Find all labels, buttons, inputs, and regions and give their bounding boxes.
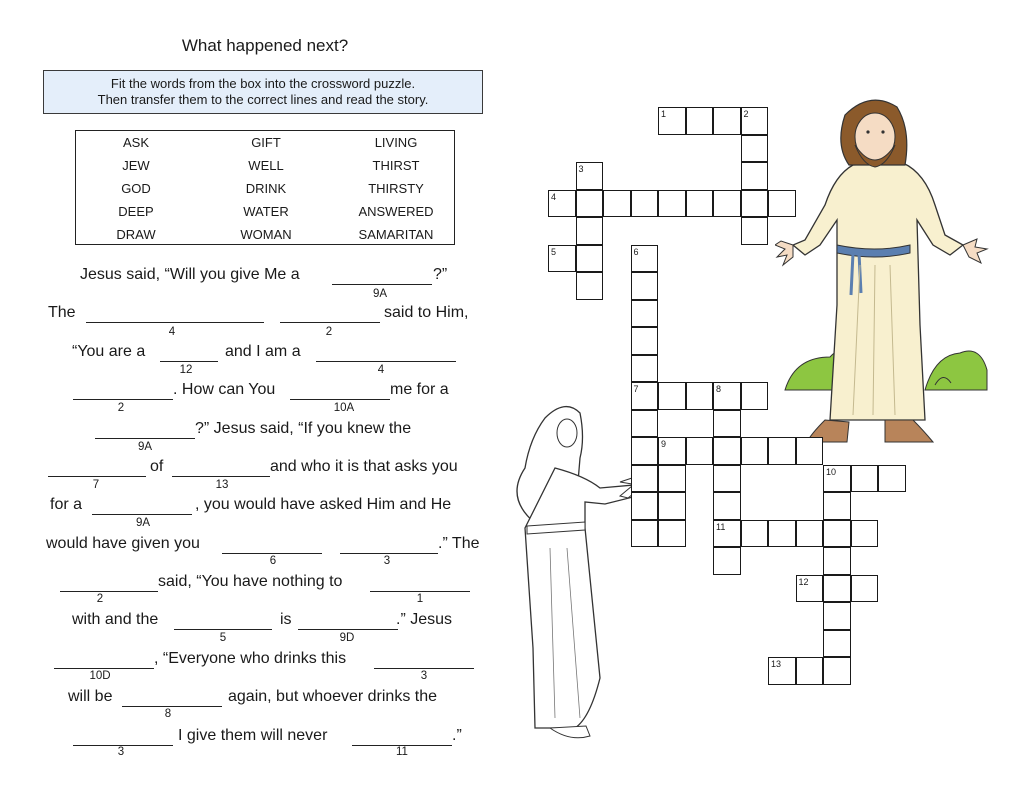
story-text: ?” — [433, 266, 448, 283]
blank-hint: 3 — [420, 670, 428, 682]
answer-blank[interactable] — [95, 438, 195, 439]
clue-number: 9 — [661, 439, 667, 449]
instruction-line: Then transfer them to the correct lines and read the story. — [97, 92, 429, 107]
clue-number: 4 — [551, 191, 557, 202]
word: LIVING — [374, 135, 418, 150]
story-text: said to Him, — [384, 304, 469, 321]
answer-blank[interactable] — [222, 553, 322, 554]
crossword-cell[interactable] — [576, 217, 604, 245]
story-text: again, but whoever drinks the — [228, 688, 438, 705]
blank-hint: 2 — [117, 402, 125, 414]
blank-hint: 9A — [137, 441, 153, 453]
story-text: .” — [452, 727, 462, 744]
story-text: me for a — [390, 381, 449, 398]
instruction-line: Fit the words from the box into the crossword puzzle. — [110, 76, 416, 91]
word: SAMARITAN — [358, 227, 434, 242]
crossword-cell[interactable] — [631, 437, 659, 465]
story-text: with and the — [72, 611, 159, 628]
word: ANSWERED — [358, 204, 434, 219]
word: DRAW — [116, 227, 156, 242]
crossword-cell[interactable] — [631, 190, 659, 218]
crossword-cell[interactable] — [851, 520, 879, 548]
word: GOD — [121, 181, 151, 196]
crossword-cell[interactable] — [603, 190, 631, 218]
crossword-cell[interactable] — [713, 465, 741, 493]
answer-blank[interactable] — [280, 322, 380, 323]
crossword-cell[interactable] — [768, 657, 796, 685]
story-text: ?” Jesus said, “If you knew the — [195, 420, 412, 437]
crossword-cell[interactable] — [658, 107, 686, 135]
crossword-cell[interactable] — [823, 657, 851, 685]
clue-number: 7 — [633, 384, 639, 394]
story-text: .” Jesus — [396, 611, 453, 628]
crossword-cell[interactable] — [631, 245, 659, 273]
crossword-cell[interactable] — [631, 300, 659, 328]
blank-hint: 11 — [396, 746, 408, 758]
crossword-cell[interactable] — [713, 547, 741, 575]
story-text: , “Everyone who drinks this — [154, 650, 347, 667]
crossword-cell[interactable] — [658, 520, 686, 548]
story-text: for a — [50, 496, 83, 513]
word: THIRSTY — [368, 181, 424, 196]
crossword-cell[interactable] — [631, 465, 659, 493]
blank-hint: 1 — [416, 593, 424, 605]
crossword-cell[interactable] — [576, 162, 604, 190]
crossword-cell[interactable] — [548, 245, 576, 273]
clue-number: 13 — [771, 659, 782, 669]
blank-hint: 4 — [377, 364, 385, 376]
crossword-cell[interactable] — [851, 465, 879, 493]
crossword-cell[interactable] — [658, 190, 686, 218]
story-text: would have given you — [46, 535, 200, 552]
crossword-cell[interactable] — [741, 107, 769, 135]
story-text: said, “You have nothing to — [158, 573, 343, 590]
blank-hint: 6 — [269, 555, 277, 567]
crossword-cell[interactable] — [741, 217, 769, 245]
answer-blank[interactable] — [73, 399, 173, 400]
crossword-cell[interactable] — [741, 162, 769, 190]
blank-hint: 5 — [219, 632, 227, 644]
answer-blank[interactable] — [332, 284, 432, 285]
answer-blank[interactable] — [340, 553, 438, 554]
crossword-cell[interactable] — [851, 575, 879, 603]
crossword-cell[interactable] — [823, 575, 851, 603]
crossword-cell[interactable] — [631, 492, 659, 520]
word: DRINK — [245, 181, 287, 196]
crossword-cell[interactable] — [686, 382, 714, 410]
answer-blank[interactable] — [370, 591, 470, 592]
answer-blank[interactable] — [48, 476, 146, 477]
blank-hint: 3 — [383, 555, 391, 567]
story-text: and I am a — [225, 343, 301, 360]
blank-hint: 8 — [164, 708, 172, 720]
crossword-cell[interactable] — [631, 520, 659, 548]
crossword-cell[interactable] — [576, 245, 604, 273]
word: WOMAN — [240, 227, 292, 242]
crossword-cell[interactable] — [713, 107, 741, 135]
clue-number: 12 — [798, 576, 809, 587]
crossword-cell[interactable] — [631, 355, 659, 383]
word: THIRST — [372, 158, 420, 173]
crossword-cell[interactable] — [713, 190, 741, 218]
answer-blank[interactable] — [316, 361, 456, 362]
story-text: will be — [68, 688, 113, 705]
answer-blank[interactable] — [60, 591, 158, 592]
blank-hint: 12 — [179, 364, 193, 376]
clue-number: 11 — [716, 521, 726, 532]
story-text: Jesus said, “Will you give Me a — [80, 266, 300, 283]
crossword-cell[interactable] — [741, 382, 769, 410]
crossword-cell[interactable] — [576, 190, 604, 218]
blank-hint: 2 — [325, 326, 333, 338]
crossword-cell[interactable] — [658, 492, 686, 520]
word: GIFT — [251, 135, 281, 150]
crossword-cell[interactable] — [796, 657, 824, 685]
crossword-cell[interactable] — [796, 575, 824, 603]
crossword-cell[interactable] — [768, 520, 796, 548]
word: DEEP — [118, 204, 154, 219]
answer-blank[interactable] — [174, 629, 272, 630]
page-title: What happened next? — [181, 36, 349, 55]
answer-blank[interactable] — [92, 514, 192, 515]
story-text: I give them will never — [178, 727, 328, 744]
crossword-cell[interactable] — [631, 410, 659, 438]
story-text: , you would have asked Him and He — [195, 496, 452, 513]
crossword-cell[interactable] — [878, 465, 906, 493]
story-text: is — [280, 611, 292, 628]
crossword-cell[interactable] — [823, 492, 851, 520]
answer-blank[interactable] — [86, 322, 264, 323]
crossword-cell[interactable] — [631, 327, 659, 355]
blank-hint: 9D — [339, 632, 355, 644]
answer-blank[interactable] — [172, 476, 270, 477]
blank-hint: 7 — [92, 479, 100, 491]
word: JEW — [122, 158, 150, 173]
blank-hint: 2 — [96, 593, 104, 605]
answer-blank[interactable] — [54, 668, 154, 669]
answer-blank[interactable] — [122, 706, 222, 707]
story-text: of — [150, 458, 164, 475]
blank-hint: 9A — [372, 288, 388, 300]
clue-number: 5 — [551, 246, 557, 257]
crossword-cell[interactable] — [823, 465, 851, 493]
crossword-cell[interactable] — [768, 190, 796, 218]
answer-blank[interactable] — [298, 629, 398, 630]
crossword-cell[interactable] — [741, 437, 769, 465]
crossword-cell[interactable] — [576, 272, 604, 300]
clue-number: 2 — [743, 109, 749, 119]
story-text: “You are a — [72, 343, 146, 360]
answer-blank[interactable] — [374, 668, 474, 669]
blank-hint: 10D — [89, 670, 111, 682]
word-box — [75, 130, 455, 245]
crossword-cell[interactable] — [823, 547, 851, 575]
crossword-cell[interactable] — [631, 272, 659, 300]
crossword-cell[interactable] — [686, 107, 714, 135]
clue-number: 10 — [826, 466, 837, 477]
blank-hint: 10A — [333, 402, 355, 414]
crossword-cell[interactable] — [658, 465, 686, 493]
crossword-cell[interactable] — [713, 492, 741, 520]
crossword-cell[interactable] — [631, 382, 659, 410]
crossword-cell[interactable] — [796, 520, 824, 548]
jesus-illustration — [775, 95, 990, 460]
crossword-cell[interactable] — [713, 410, 741, 438]
clue-number: 6 — [633, 246, 639, 257]
crossword-cell[interactable] — [686, 437, 714, 465]
crossword-cell[interactable] — [658, 437, 686, 465]
crossword-cell[interactable] — [823, 520, 851, 548]
crossword-cell[interactable] — [741, 520, 769, 548]
answer-blank[interactable] — [290, 399, 390, 400]
crossword-cell[interactable] — [713, 382, 741, 410]
word: ASK — [122, 135, 149, 150]
crossword-cell[interactable] — [796, 437, 824, 465]
word: WELL — [248, 158, 284, 173]
instructions-box — [43, 70, 483, 114]
word: WATER — [243, 204, 289, 219]
crossword-cell[interactable] — [823, 630, 851, 658]
crossword-cell[interactable] — [768, 437, 796, 465]
story-text: .” The — [438, 535, 480, 552]
story-text: and who it is that asks you — [270, 458, 458, 475]
clue-number: 1 — [661, 109, 667, 119]
crossword-cell[interactable] — [686, 190, 714, 218]
clue-number: 3 — [578, 164, 584, 174]
crossword-cell[interactable] — [741, 190, 769, 218]
crossword-cell[interactable] — [548, 190, 576, 218]
story-text: . How can You — [173, 381, 276, 398]
story-text: The — [48, 304, 76, 321]
crossword-cell[interactable] — [741, 135, 769, 163]
blank-hint: 13 — [215, 479, 229, 491]
crossword-cell[interactable] — [823, 602, 851, 630]
blank-hint: 9A — [135, 517, 151, 529]
crossword-cell[interactable] — [658, 382, 686, 410]
blank-hint: 3 — [117, 746, 125, 758]
clue-number: 8 — [716, 384, 722, 394]
crossword-cell[interactable] — [713, 520, 741, 548]
blank-hint: 4 — [168, 326, 176, 338]
answer-blank[interactable] — [160, 361, 218, 362]
crossword-cell[interactable] — [713, 437, 741, 465]
